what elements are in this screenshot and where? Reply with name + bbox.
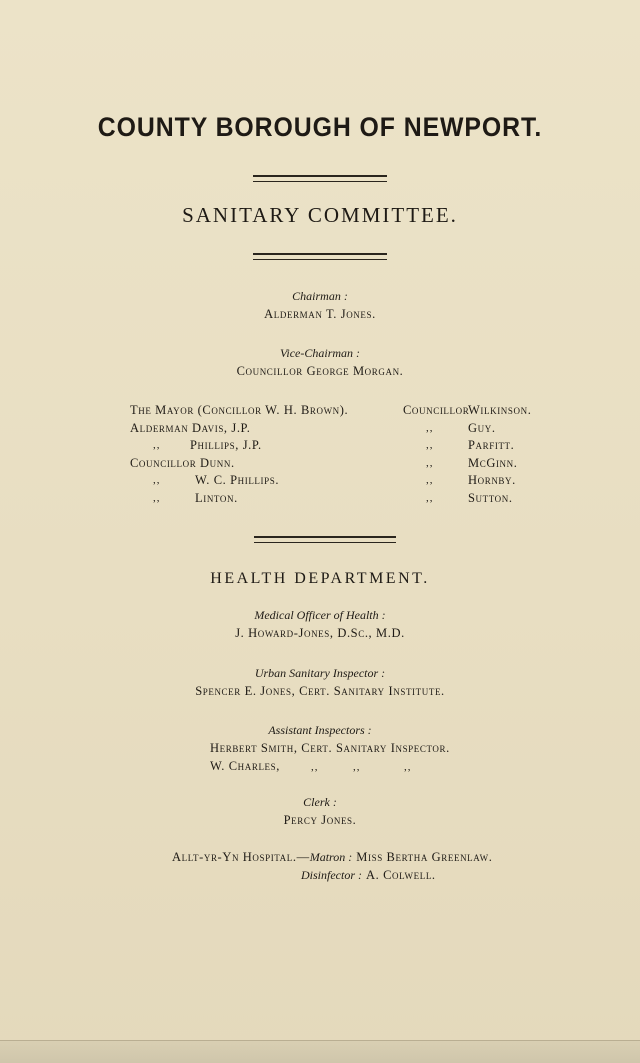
- hospital-name: Allt-yr-Yn Hospital.—: [172, 850, 310, 864]
- moh-label: Medical Officer of Health :: [254, 608, 386, 622]
- disinfector-label: Disinfector :: [301, 868, 362, 882]
- ditto-mark: ,,: [426, 492, 434, 504]
- divider-rule: [253, 175, 387, 182]
- document-title: COUNTY BOROUGH OF NEWPORT.: [97, 112, 543, 142]
- member-entry: The Mayor (Concillor W. H. Brown).: [130, 403, 349, 417]
- page-bottom-edge: [0, 1040, 640, 1063]
- divider-rule: [253, 253, 387, 260]
- member-entry: Linton.: [195, 491, 238, 505]
- chairman-name: Alderman T. Jones.: [264, 307, 376, 321]
- moh-name: J. Howard-Jones, D.Sc., M.D.: [235, 626, 405, 640]
- ditto-mark: ,,: [153, 492, 161, 504]
- health-department-heading: HEALTH DEPARTMENT.: [210, 570, 430, 587]
- clerk-name: Percy Jones.: [283, 813, 357, 827]
- ditto-mark: ,,: [311, 761, 319, 773]
- clerk-label: Clerk :: [303, 795, 337, 809]
- ditto-mark: ,,: [426, 439, 434, 451]
- divider-rule: [254, 536, 396, 543]
- member-entry: Sutton.: [468, 491, 513, 505]
- member-entry: Councillor Dunn.: [130, 456, 235, 470]
- vice-chairman-name: Councillor George Morgan.: [236, 364, 404, 378]
- assistant-inspector-entry: W. Charles,: [210, 759, 280, 773]
- member-entry: Hornby.: [468, 473, 516, 487]
- member-entry: W. C. Phillips.: [195, 473, 280, 487]
- matron-name: Miss Bertha Greenlaw.: [356, 850, 493, 864]
- member-prefix: Councillor: [403, 403, 470, 417]
- usi-label: Urban Sanitary Inspector :: [254, 666, 386, 680]
- member-entry: McGinn.: [468, 456, 518, 470]
- ditto-mark: ,,: [426, 474, 434, 486]
- ditto-mark: ,,: [153, 439, 161, 451]
- disinfector-line: [301, 866, 436, 884]
- assistant-inspector-entry: Herbert Smith, Cert. Sanitary Inspector.: [210, 741, 450, 755]
- member-entry: Phillips, J.P.: [190, 438, 262, 452]
- hospital-line: [172, 848, 492, 866]
- member-entry: Alderman Davis, J.P.: [130, 421, 251, 435]
- usi-name: Spencer E. Jones, Cert. Sanitary Institute.: [195, 684, 445, 698]
- assistant-inspectors-label: Assistant Inspectors :: [268, 723, 372, 737]
- matron-label: Matron :: [309, 850, 353, 864]
- member-entry: Parfitt.: [468, 438, 515, 452]
- ditto-mark: ,,: [353, 761, 361, 773]
- ditto-mark: ,,: [404, 761, 412, 773]
- ditto-mark: ,,: [426, 457, 434, 469]
- committee-title: SANITARY COMMITTEE.: [182, 203, 458, 227]
- ditto-mark: ,,: [153, 474, 161, 486]
- vice-chairman-label: Vice-Chairman :: [279, 346, 361, 360]
- chairman-label: Chairman :: [292, 289, 348, 303]
- ditto-mark: ,,: [426, 422, 434, 434]
- member-entry: Guy.: [468, 421, 496, 435]
- member-entry: Wilkinson.: [468, 403, 532, 417]
- disinfector-name: A. Colwell.: [366, 868, 436, 882]
